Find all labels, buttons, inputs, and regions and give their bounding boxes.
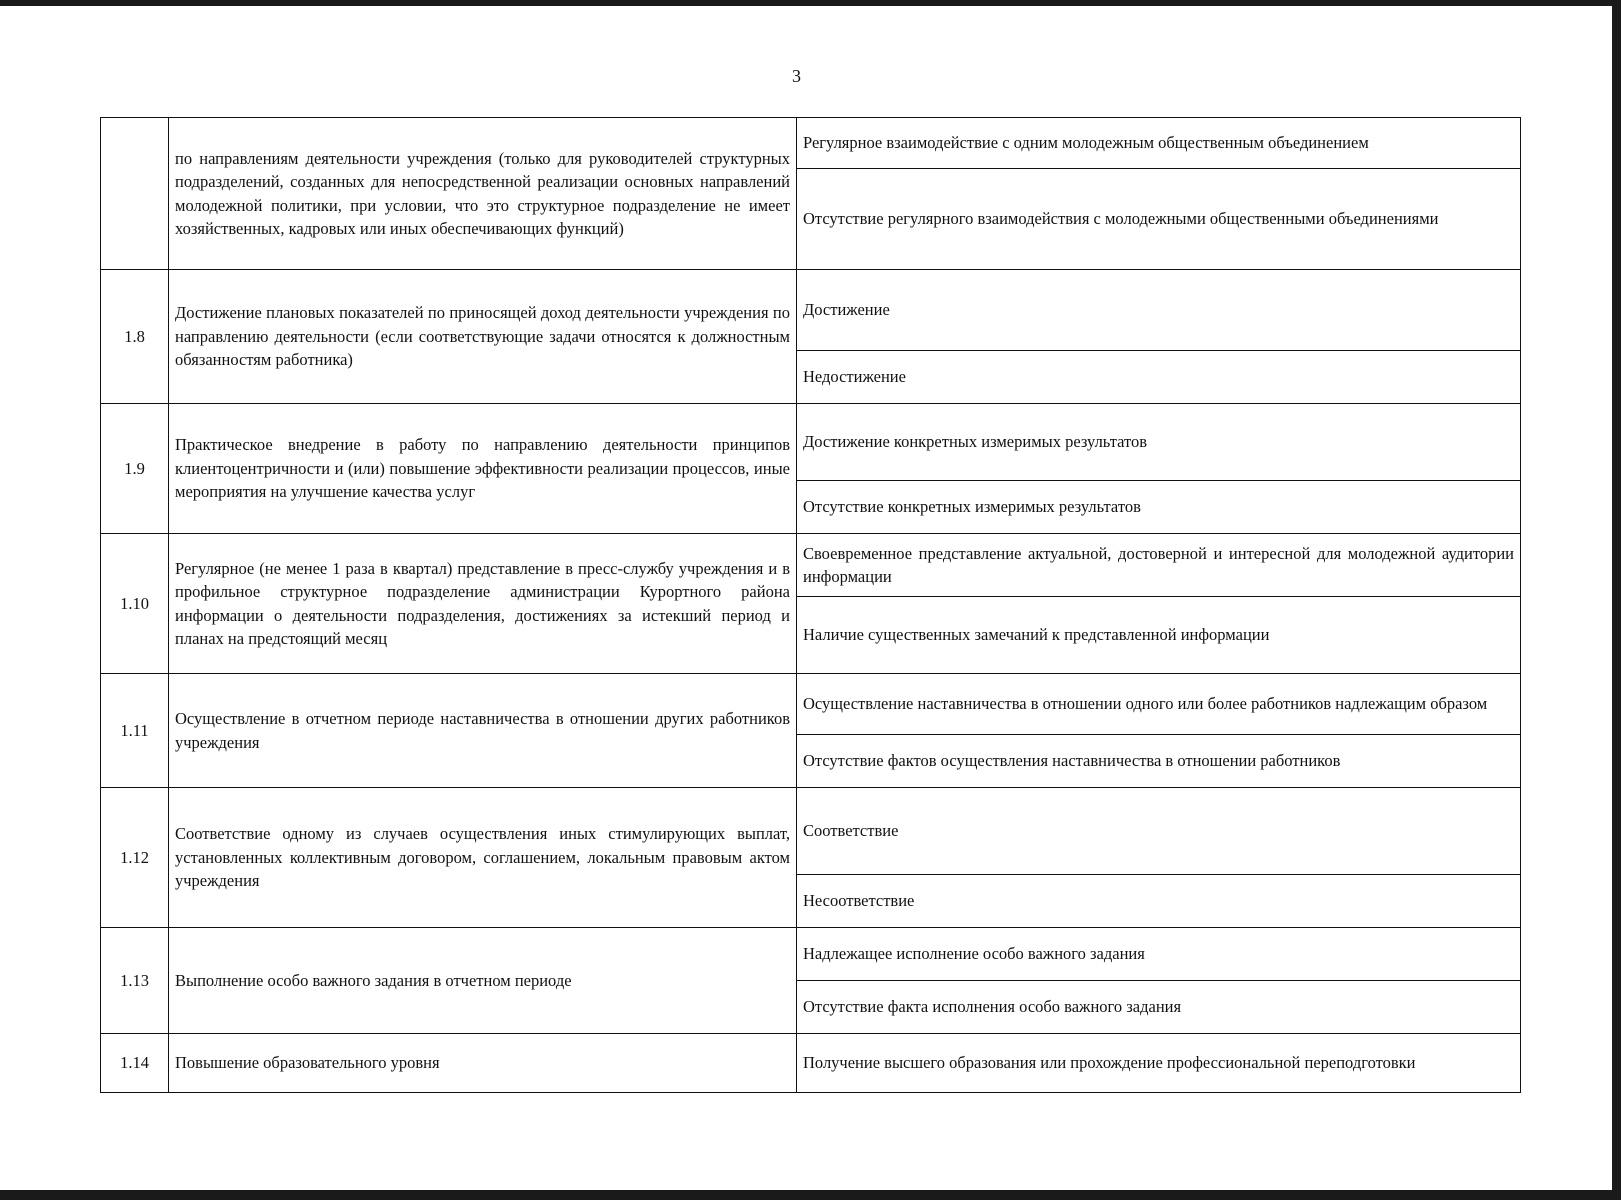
evaluation-criterion: Достижение конкретных измеримых результатов — [797, 404, 1521, 481]
evaluation-criterion: Наличие существенных замечаний к представленной информации — [797, 597, 1521, 674]
item-description: Практическое внедрение в работу по направлению деятельности принципов клиентоцентричности и (или) повышение эффективности реализации процессов, иные мероприятия на улучшение качества услуг — [169, 404, 797, 534]
page-number: 3 — [792, 66, 801, 86]
table-row — [101, 928, 1521, 981]
item-description: Повышение образовательного уровня — [169, 1034, 797, 1093]
evaluation-criterion: Соответствие — [797, 788, 1521, 875]
item-number: 1.14 — [101, 1034, 169, 1093]
evaluation-criterion: Достижение — [797, 270, 1521, 351]
table-row — [101, 1034, 1521, 1093]
item-description: Выполнение особо важного задания в отчетном периоде — [169, 928, 797, 1034]
item-number: 1.13 — [101, 928, 169, 1034]
evaluation-criterion: Отсутствие фактов осуществления наставничества в отношении работников — [797, 735, 1521, 788]
evaluation-criterion: Несоответствие — [797, 875, 1521, 928]
evaluation-criterion: Своевременное представление актуальной, достоверной и интересной для молодежной аудитории информации — [797, 534, 1521, 597]
table-row — [101, 534, 1521, 597]
evaluation-criterion: Получение высшего образования или прохождение профессиональной переподготовки — [797, 1034, 1521, 1093]
evaluation-criterion: Отсутствие факта исполнения особо важного задания — [797, 981, 1521, 1034]
item-number — [101, 118, 169, 270]
scan-border-right — [1612, 0, 1621, 1200]
table-row — [101, 270, 1521, 351]
evaluation-criterion: Отсутствие конкретных измеримых результатов — [797, 481, 1521, 534]
item-number: 1.11 — [101, 674, 169, 788]
table-row — [101, 404, 1521, 481]
item-number: 1.9 — [101, 404, 169, 534]
item-number: 1.10 — [101, 534, 169, 674]
item-description: Регулярное (не менее 1 раза в квартал) представление в пресс-службу учреждения и в профильное структурное подразделение администрации Курортного района информации о деятельности подразделения, достижениях за истекший период и планах на предстоящий месяц — [169, 534, 797, 674]
item-description: Соответствие одному из случаев осуществления иных стимулирующих выплат, установленных коллективным договором, соглашением, локальным правовым актом учреждения — [169, 788, 797, 928]
criteria-table — [100, 117, 1521, 1093]
item-description: Осуществление в отчетном периоде наставничества в отношении других работников учреждения — [169, 674, 797, 788]
table-row — [101, 118, 1521, 169]
criteria-table-body — [101, 118, 1521, 1093]
item-description: Достижение плановых показателей по приносящей доход деятельности учреждения по направлению деятельности (если соответствующие задачи относятся к должностным обязанностям работника) — [169, 270, 797, 404]
table-row — [101, 788, 1521, 875]
evaluation-criterion: Регулярное взаимодействие с одним молодежным общественным объединением — [797, 118, 1521, 169]
scan-border-top — [0, 0, 1621, 6]
evaluation-criterion: Недостижение — [797, 351, 1521, 404]
evaluation-criterion: Надлежащее исполнение особо важного задания — [797, 928, 1521, 981]
evaluation-criterion: Осуществление наставничества в отношении одного или более работников надлежащим образом — [797, 674, 1521, 735]
evaluation-criterion: Отсутствие регулярного взаимодействия с молодежными общественными объединениями — [797, 169, 1521, 270]
item-number: 1.12 — [101, 788, 169, 928]
item-number: 1.8 — [101, 270, 169, 404]
scan-border-bottom — [0, 1190, 1621, 1200]
item-description: по направлениям деятельности учреждения (только для руководителей структурных подразделений, созданных для непосредственной реализации основных направлений молодежной политики, при условии, что это структурное подразделение не имеет хозяйственных, кадровых или иных обеспечивающих функций) — [169, 118, 797, 270]
table-row — [101, 674, 1521, 735]
